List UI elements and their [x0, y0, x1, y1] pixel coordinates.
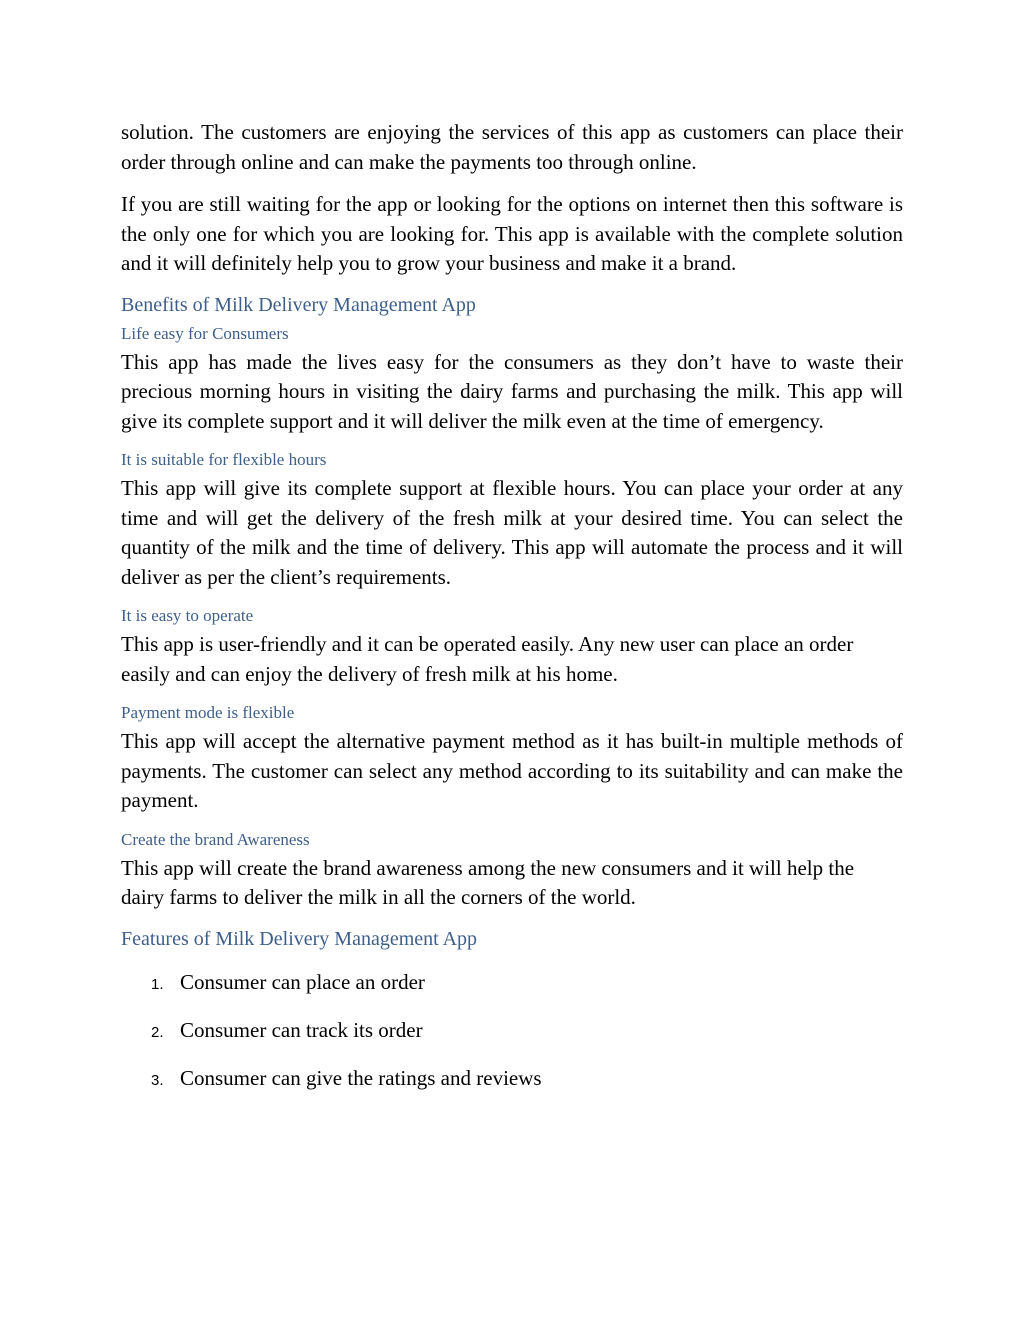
subheading-payment-mode: Payment mode is flexible	[121, 703, 295, 722]
section-heading-features: Features of Milk Delivery Management App	[121, 927, 478, 950]
list-item	[121, 1064, 903, 1093]
list-item	[121, 1016, 903, 1045]
subheading-life-easy: Life easy for Consumers	[121, 323, 289, 343]
section-heading-benefits: Benefits of Milk Delivery Management App	[121, 293, 476, 316]
list-item-text: Consumer can place an order	[180, 969, 425, 994]
body-paragraph: solution. The customers are enjoying the services of this app as customers can place their order through online and can make the payments too through online.	[121, 120, 903, 174]
subheading-brand-awareness: Create the brand Awareness	[121, 829, 310, 849]
document-page	[121, 118, 903, 1112]
body-paragraph-flexible-hours: This app will give its complete support at flexible hours. You can place your order at any time and will get the delivery of the fresh milk at your desired time. You can select the quantity of the milk and the time of delivery. This app will automate the process and it will deliver as per the client’s requirements.	[121, 476, 903, 589]
body-paragraph-brand-awareness: This app will create the brand awareness among the new consumers and it will help the dairy farms to deliver the milk in all the corners of the world.	[121, 855, 855, 909]
body-paragraph-payment-mode: This app will accept the alternative payment method as it has built-in multiple methods of payments. The customer can select any method according to its suitability and can make the payment.	[121, 729, 903, 812]
list-item-text: Consumer can track its order	[180, 1017, 423, 1042]
list-item-number: 3.	[151, 1071, 164, 1089]
body-paragraph-easy-to-operate: This app is user-friendly and it can be operated easily. Any new user can place an order easily and can enjoy the delivery of fresh milk at his home.	[121, 632, 854, 686]
body-paragraph-life-easy: This app has made the lives easy for the consumers as they don’t have to waste their precious morning hours in visiting the dairy farms and purchasing the milk. This app will give its complete support and it will deliver the milk even at the time of emergency.	[121, 349, 903, 433]
features-list	[121, 968, 903, 1093]
list-item-number: 1.	[151, 975, 164, 993]
list-item-number: 2.	[151, 1023, 164, 1041]
body-paragraph: If you are still waiting for the app or looking for the options on internet then this software is the only one for which you are looking for. This app is available with the complete solution and it will definitely help you to grow your business and make it a brand.	[121, 192, 903, 275]
list-item	[121, 968, 903, 997]
list-item-text: Consumer can give the ratings and reviews	[180, 1065, 542, 1090]
subheading-easy-to-operate: It is easy to operate	[121, 606, 254, 625]
subheading-flexible-hours: It is suitable for flexible hours	[121, 450, 327, 469]
